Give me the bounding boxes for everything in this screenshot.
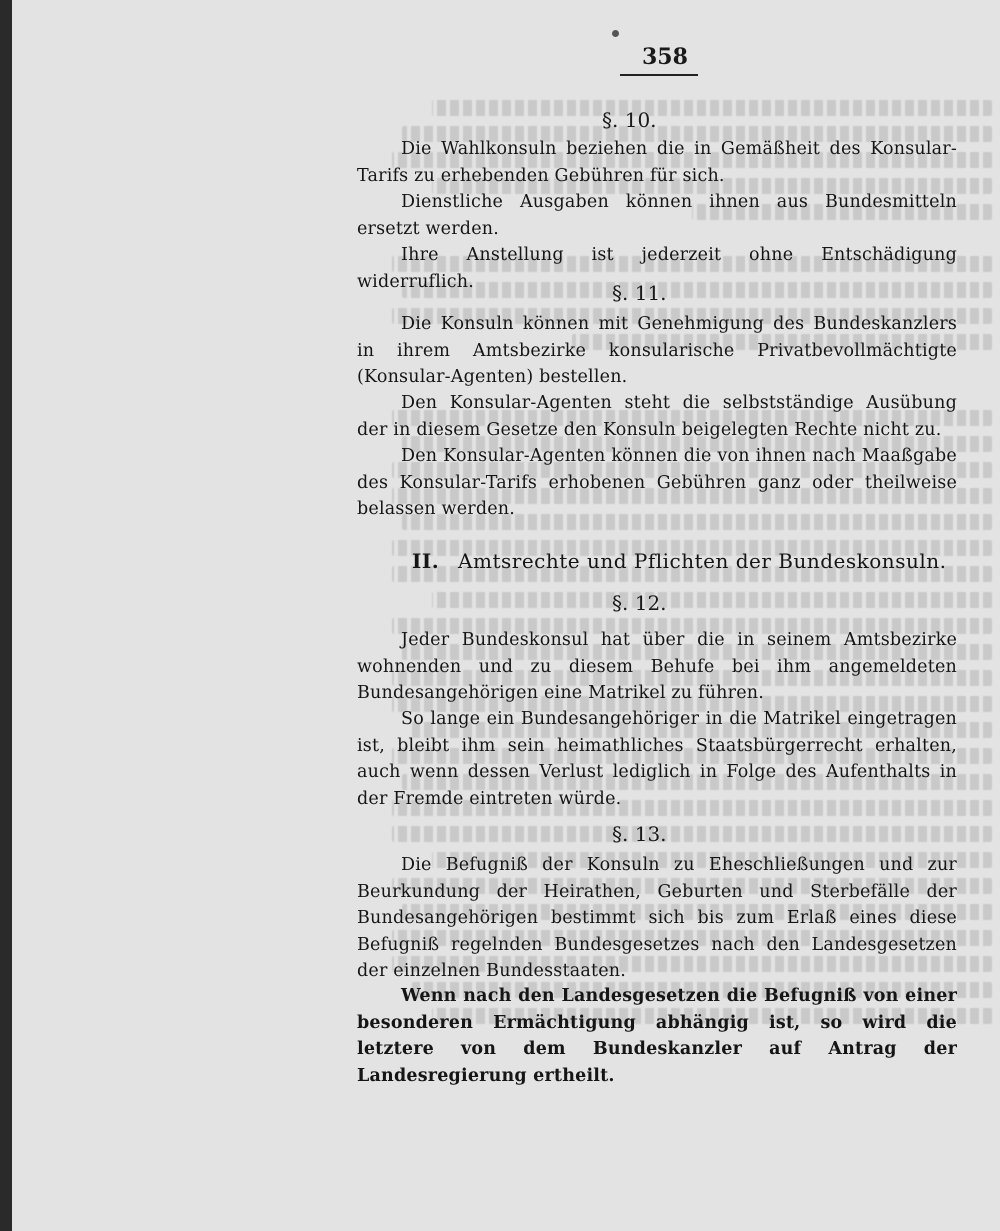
paragraph: Den Konsular-Agenten können die von ihnen nach Maaßgabe des Konsular-Tarifs erhobenen Gebühren ganz oder theilweise belassen werden. — [357, 446, 957, 519]
paragraph: Dienstliche Ausgaben können ihnen aus Bundesmitteln ersetzt werden. — [357, 192, 957, 239]
page-number: 358 — [642, 44, 688, 70]
chapter-title: Amtsrechte und Pflichten der Bundeskonsuln. — [458, 549, 947, 573]
paragraph: Ihre Anstellung ist jederzeit ohne Entschädigung widerruflich. — [357, 245, 957, 292]
chapter-number: II. — [412, 549, 440, 573]
section-heading-13: §. 13. — [612, 822, 667, 846]
paragraph: Die Befugniß der Konsuln zu Eheschließungen und zur Beurkundung der Heirathen, Geburten und Sterbefälle der Bundesangehörigen bestimmt sich bis zum Erlaß eines diese Befugniß regelnden Bundesgesetzes nach den Landesgesetzen der einzelnen Bundesstaaten. — [357, 855, 957, 981]
ink-dot — [612, 30, 619, 37]
section-heading-11: §. 11. — [612, 281, 667, 305]
document-page — [12, 0, 1000, 1231]
paragraph: Jeder Bundeskonsul hat über die in seinem Amtsbezirke wohnenden und zu diesem Behufe bei ihm angemeldeten Bundesangehörigen eine Matrikel zu führen. — [357, 630, 957, 703]
paragraph: So lange ein Bundesangehöriger in die Matrikel eingetragen ist, bleibt ihm sein heimathliches Staatsbürgerrecht erhalten, auch wenn dessen Verlust lediglich in Folge des Aufenthalts in der Fremde eintreten würde. — [357, 709, 957, 809]
scan-gutter — [0, 0, 12, 1231]
page-number-rule — [620, 74, 698, 76]
section-heading-10: §. 10. — [602, 108, 657, 132]
paragraph: Wenn nach den Landesgesetzen die Befugniß von einer besonderen Ermächtigung abhängig ist, so wird die letztere von dem Bundeskanzler auf Antrag der Landesregierung ertheilt. — [357, 986, 957, 1086]
chapter-heading — [412, 549, 946, 573]
paragraph: Den Konsular-Agenten steht die selbstständige Ausübung der in diesem Gesetze den Konsuln beigelegten Rechte nicht zu. — [357, 393, 957, 440]
paragraph: Die Konsuln können mit Genehmigung des Bundeskanzlers in ihrem Amtsbezirke konsularische Privatbevollmächtigte (Konsular-Agenten) bestellen. — [357, 314, 957, 387]
paragraph: Die Wahlkonsuln beziehen die in Gemäßheit des Konsular-Tarifs zu erhebenden Gebühren für sich. — [357, 139, 957, 186]
section-heading-12: §. 12. — [612, 591, 667, 615]
